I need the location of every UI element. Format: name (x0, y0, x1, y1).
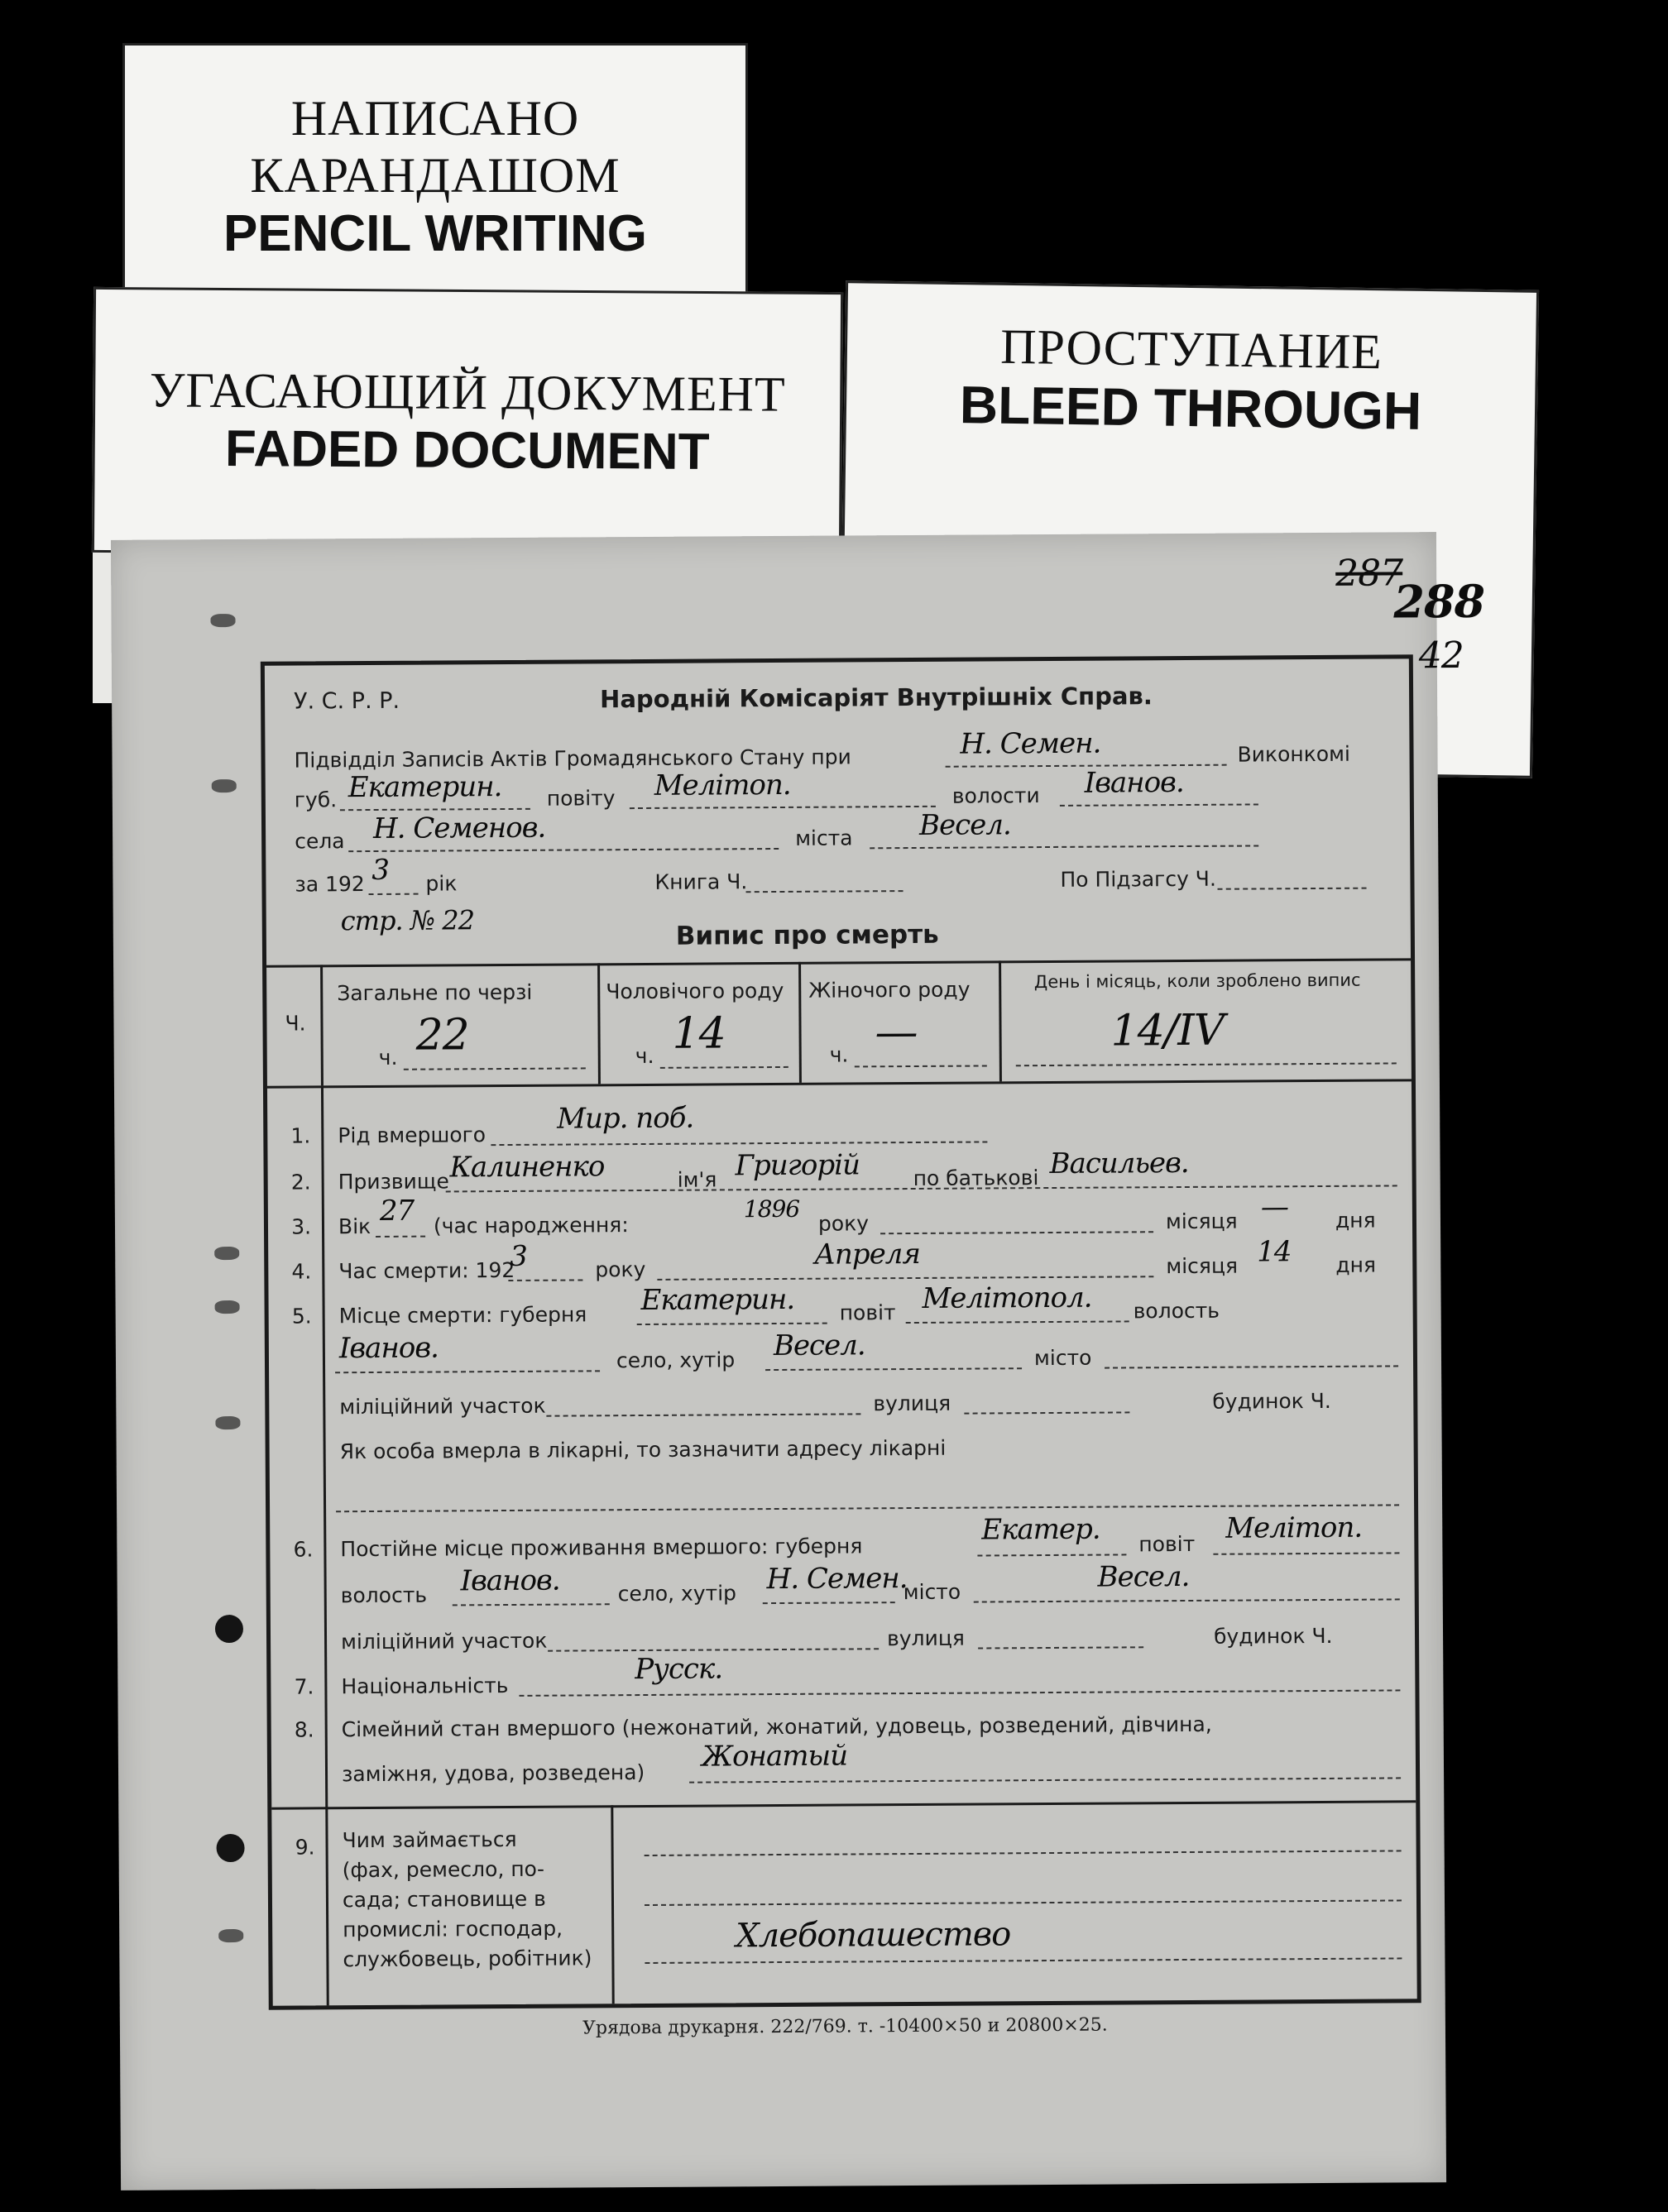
vik-value: 27 (379, 1194, 415, 1228)
header-ussr: У. С. Р. Р. (294, 687, 400, 715)
archive-number-2: 42 (1418, 634, 1464, 677)
label-card-pencil-writing (122, 43, 748, 311)
death-volost-label: волость (1133, 1298, 1220, 1324)
militsiya-line (546, 1413, 860, 1416)
item-number: 5. (291, 1304, 312, 1329)
header-commissariat: Народній Комісаріят Внутрішніх Справ. (600, 682, 1153, 714)
death-gub-value: Екатерин. (640, 1282, 795, 1318)
item-number: 2. (290, 1170, 311, 1195)
death-time-label: Час смерти: 192 (338, 1257, 515, 1284)
pidzags-label: По Підзагсу Ч. (1060, 866, 1216, 892)
table-col-rule (999, 960, 1002, 1081)
archive-number-crossed: 287 (1335, 552, 1403, 595)
occupation-value: Хлебопашество (736, 1915, 1011, 1956)
table-cell-prefix: ч. (829, 1042, 849, 1067)
death-misto-line (1105, 1365, 1398, 1368)
residence-povit-label: повіт (1138, 1531, 1196, 1557)
occupation-line (645, 1850, 1402, 1856)
marital-value: Жонатый (701, 1739, 848, 1774)
residence-label: Постійне місце проживання вмершого: губерня (340, 1534, 863, 1562)
budynok2-label: будинок Ч. (1213, 1623, 1333, 1649)
vik-line (376, 1236, 425, 1238)
residence-gub-line (977, 1554, 1126, 1556)
death-selo-label: село, хутір (616, 1348, 736, 1373)
occupation-label-2: (фах, ремесло, по- (342, 1856, 545, 1883)
document-sheet (111, 532, 1485, 2190)
pryzvyshche-value: Калиненко (449, 1150, 605, 1185)
povit-label: повіту (546, 786, 616, 811)
bleed-label-en: BLEED THROUGH (959, 375, 1422, 441)
occupation-line (645, 1957, 1402, 1964)
cell-line (660, 1066, 788, 1069)
table-header-male: Чоловічого роду (606, 978, 784, 1004)
item-number: 3. (291, 1214, 312, 1239)
residence-misto-line (974, 1598, 1400, 1602)
misyatsya2-label: місяця (1166, 1253, 1239, 1279)
dnya-label: дня (1335, 1208, 1376, 1233)
occupation-label-1: Чим займається (342, 1827, 517, 1853)
gub-line (340, 808, 530, 811)
table-cell-prefix: ч. (378, 1045, 398, 1070)
occupation-label-3: сада; становище в (342, 1886, 546, 1913)
roku-label: року (817, 1211, 870, 1236)
death-year-value: 3 (510, 1239, 527, 1273)
death-povit-value: Мелітопол. (922, 1281, 1092, 1315)
subdept-value: Н. Семен. (960, 726, 1101, 761)
knyga-line (746, 890, 903, 893)
vulytsya-line (964, 1411, 1129, 1414)
povit-line (630, 806, 936, 809)
table-bottom-rule (267, 1079, 1412, 1088)
table-top-rule (266, 958, 1411, 967)
death-misto-label: місто (1033, 1345, 1092, 1371)
punch-hole (215, 1615, 243, 1643)
item-number: 4. (291, 1259, 312, 1284)
batkovi-value: Васильев. (1049, 1146, 1189, 1180)
imya-label: ім'я (677, 1167, 717, 1192)
death-month-line (657, 1276, 1153, 1281)
marital-label-2: заміжня, удова, розведена) (341, 1760, 645, 1787)
death-povit-label: повіт (839, 1300, 896, 1325)
dnya2-label: дня (1335, 1252, 1377, 1277)
rik-label: рік (425, 871, 458, 896)
vulytsya2-label: вулиця (886, 1625, 965, 1651)
pencil-label-en: PENCIL WRITING (223, 205, 648, 263)
residence-povit-value: Мелітоп. (1225, 1511, 1363, 1545)
items-col-rule (321, 1085, 329, 2005)
residence-misto-value: Весел. (1097, 1559, 1190, 1594)
rid-line (491, 1141, 987, 1146)
residence-gub-value: Екатер. (981, 1512, 1100, 1547)
table-header-date: День і місяць, коли зроблено випис (1033, 970, 1361, 993)
selo-value: Н. Семенов. (372, 811, 546, 845)
residence-volost-line (453, 1603, 610, 1606)
death-day-value: 14 (1257, 1235, 1292, 1269)
table-value-general: 22 (415, 1010, 469, 1061)
pryzvyshche-label: Призвище (338, 1169, 449, 1195)
cell-line (1016, 1062, 1397, 1066)
table-header-female: Жіночого роду (808, 977, 971, 1003)
table-value-female: — (875, 1007, 918, 1058)
nationality-line (519, 1689, 1400, 1697)
bleed-label-ru: ПРОСТУПАНИЕ (999, 318, 1383, 380)
militsiya-label: міліційний участок (339, 1393, 546, 1420)
year-line (369, 893, 419, 895)
item-number: 1. (290, 1123, 311, 1148)
birth-year-value: 1896 (743, 1195, 800, 1223)
form-title: Випис про смерть (675, 919, 939, 951)
paper-damage (215, 1300, 240, 1314)
gub-value: Екатерин. (348, 770, 502, 805)
pidzags-line (1218, 888, 1367, 890)
death-volost-value: Іванов. (338, 1331, 439, 1366)
batkovi-label: по батькові (913, 1166, 1039, 1191)
povit-value: Мелітоп. (654, 768, 791, 802)
table-header-general: Загальне по черзі (337, 979, 533, 1006)
birth-label: (час народження: (433, 1213, 629, 1238)
occupation-label-4: промислі: господар, (343, 1916, 563, 1942)
occupation-label-5: службовець, робітник) (343, 1946, 592, 1972)
imya-value: Григорій (735, 1148, 860, 1183)
death-place-label: Місце смерти: губерня (338, 1302, 587, 1329)
nationality-value: Русск. (635, 1652, 723, 1687)
residence-volost-label: волость (340, 1582, 428, 1608)
militsiya2-line (548, 1648, 879, 1651)
cell-line (404, 1067, 586, 1070)
record-number: стр. № 22 (340, 904, 475, 937)
punch-hole (216, 1834, 244, 1862)
death-volost-line (335, 1370, 600, 1373)
death-record-form (261, 654, 1421, 2009)
vulytsya-label: вулиця (873, 1391, 951, 1416)
paper-damage (210, 614, 235, 627)
residence-misto-label: місто (903, 1579, 961, 1605)
month-line (880, 1231, 1153, 1234)
selo-label: села (295, 829, 345, 854)
death-selo-line (765, 1367, 1022, 1371)
death-povit-line (906, 1320, 1129, 1324)
vik-label: Вік (338, 1214, 371, 1239)
marital-label: Сімейний стан вмершого (нежонатий, жонатий, удовець, розведений, дівчина, (341, 1712, 1212, 1742)
item-number: 7. (294, 1674, 314, 1699)
item-number: 9. (295, 1835, 315, 1860)
death-year-line (508, 1279, 582, 1281)
death-month-value: Апреля (814, 1237, 921, 1271)
rid-label: Рід вмершого (338, 1123, 486, 1148)
label-card-faded-document (92, 287, 843, 558)
item-number: 6. (293, 1537, 314, 1562)
table-col-rule (320, 965, 324, 1085)
vulytsya2-line (978, 1646, 1143, 1649)
printer-imprint: Урядова друкарня. 222/769. т. -10400×50 и 20800×25. (582, 2014, 1108, 2039)
residence-selo-label: село, хутір (617, 1581, 737, 1606)
mista-value: Весел. (918, 808, 1011, 842)
gub-label: губ. (294, 788, 338, 812)
residence-selo-line (763, 1602, 895, 1604)
vykonkom-label: Виконкомі (1237, 741, 1350, 767)
pencil-label-ru-1: НАПИСАНО (290, 91, 580, 146)
militsiya2-label: міліційний участок (340, 1628, 548, 1654)
residence-povit-line (1213, 1552, 1399, 1554)
residence-volost-value: Іванов. (460, 1563, 560, 1598)
section-9-col-rule (611, 1805, 614, 2004)
paper-damage (215, 1416, 240, 1429)
table-value-male: 14 (672, 1008, 726, 1059)
knyga-label: Книга Ч. (654, 869, 748, 894)
roku2-label: року (595, 1257, 646, 1282)
subdept-label: Підвідділ Записів Актів Громадянського Стану при (294, 745, 851, 773)
death-selo-value: Весел. (773, 1329, 865, 1363)
nationality-label: Національність (341, 1673, 509, 1699)
table-value-date: 14/IV (1110, 1005, 1225, 1056)
item-number: 8. (294, 1717, 314, 1742)
budynok-label: будинок Ч. (1212, 1388, 1331, 1414)
volost-line (1060, 803, 1258, 806)
paper-damage (212, 779, 237, 792)
za-rik-label: за 192 (295, 872, 365, 897)
volost-label: волости (951, 783, 1040, 808)
birth-day-value: — (1260, 1190, 1288, 1224)
table-ch-label: Ч. (285, 1011, 306, 1036)
archive-number: 288 (1393, 574, 1485, 629)
faded-label-ru: УГАСАЮЩИЙ ДОКУМЕНТ (149, 362, 786, 423)
cell-line (855, 1065, 987, 1067)
pencil-label-ru-2: КАРАНДАШОМ (250, 148, 621, 203)
table-col-rule (798, 962, 802, 1083)
death-gub-line (637, 1323, 827, 1325)
occupation-line (645, 1899, 1402, 1906)
hospital-label: Як особа вмерла в лікарні, то зазначити адресу лікарні (339, 1435, 947, 1464)
mista-label: міста (795, 826, 853, 850)
mista-line (870, 845, 1258, 849)
volost-value: Іванов. (1084, 765, 1184, 800)
residence-selo-value: Н. Семен. (766, 1562, 908, 1597)
misyatsya-label: місяця (1165, 1209, 1238, 1234)
selo-line (348, 848, 779, 852)
marital-line (689, 1777, 1401, 1783)
faded-label-en: FADED DOCUMENT (224, 420, 710, 481)
rid-value: Мир. поб. (557, 1101, 694, 1136)
table-cell-prefix: ч. (635, 1043, 654, 1069)
table-col-rule (597, 963, 601, 1084)
paper-damage (214, 1247, 239, 1260)
paper-damage (218, 1929, 243, 1942)
section-9-rule (271, 1800, 1416, 1809)
year-value: 3 (371, 853, 390, 887)
